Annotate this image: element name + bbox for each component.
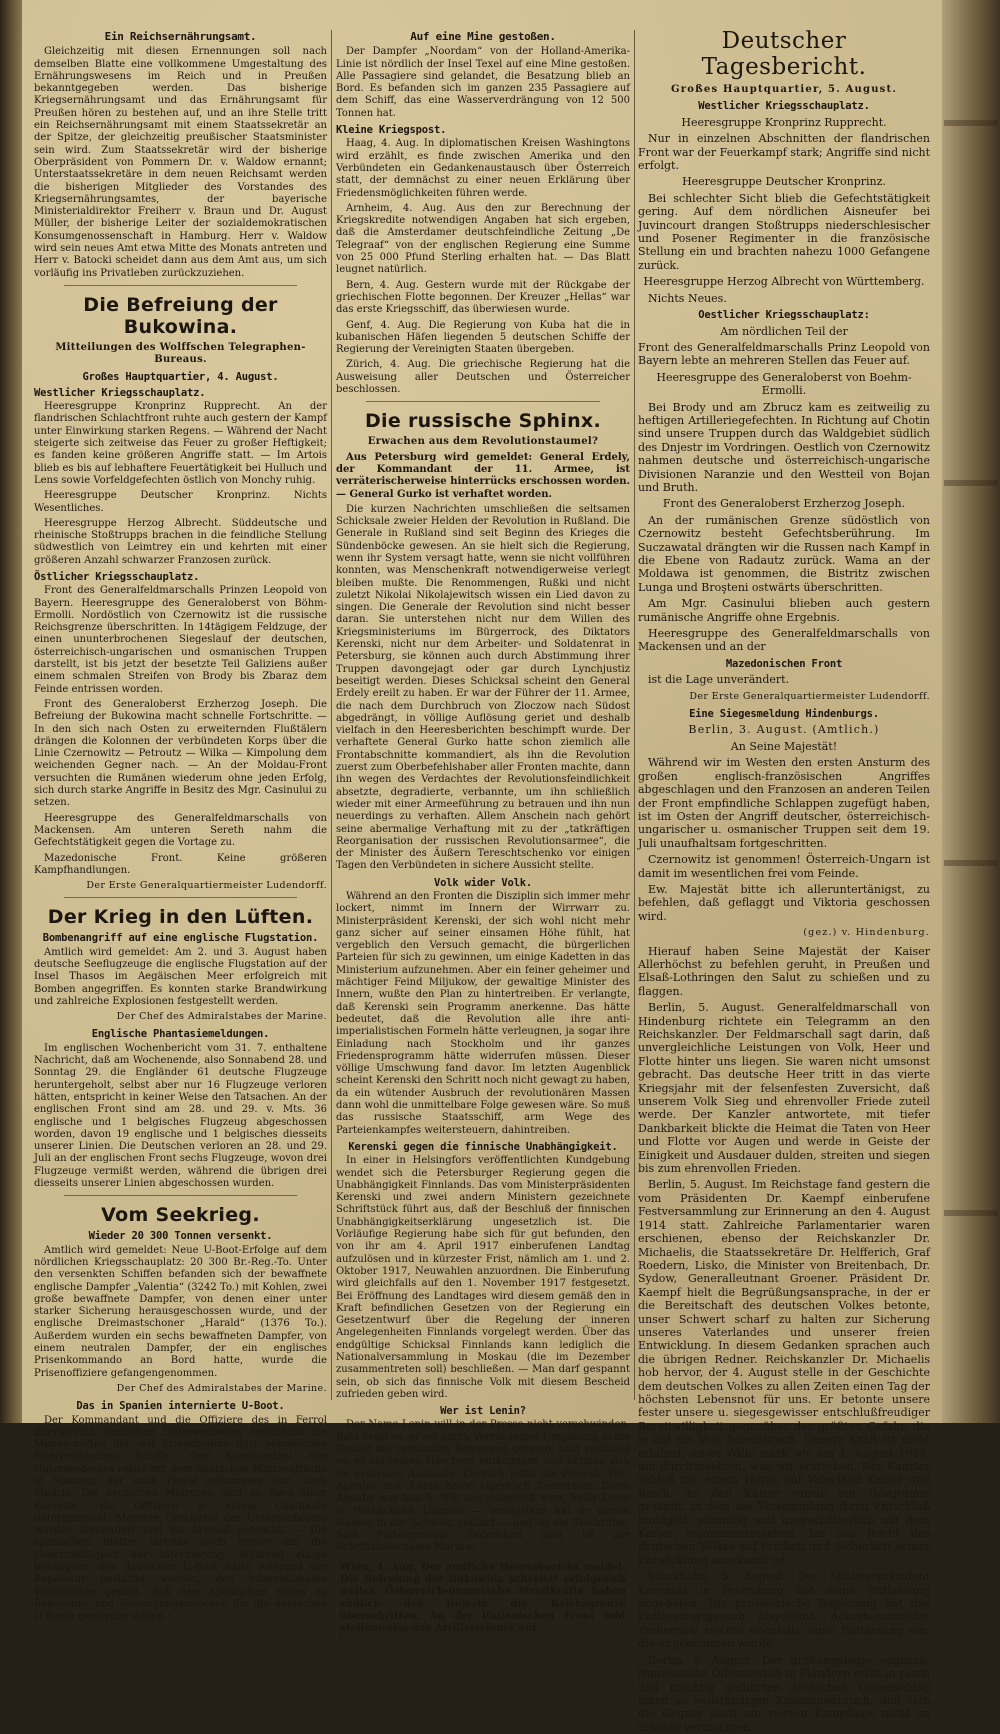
article-title-reichsernaehrungsamt: Ein Reichsernährungsamt. <box>104 30 257 43</box>
tb-mackensen: Heeresgruppe des Generalfeldmarschalls von Mackensen und an der <box>638 627 930 654</box>
kriegspost-genf: Genf, 4. Aug. Die Regierung von Kuba hat die in kubanischen Häfen liegenden 5 deutschen Schiffe der Regierung der Vereinigten Staaten übergeben. <box>336 319 630 356</box>
tb-albrecht-text: Nichts Neues. <box>648 291 727 305</box>
spain-heading: Das in Spanien internierte U-Boot. <box>76 1400 285 1413</box>
tb-boehm-text: Bei Brody und am Zbrucz kam es zeitweilig zu heftigen Artilleriegefechten. In Richtung auf Chotin sind unsere Truppen durch das Waldgebiet südlich des Dnjestr im Vordringen. Oestlich von Czernowitz nahmen deutsche und österreichisch-ungarische Divisionen Naranzie und den Westteil von Bojan und Bruth. <box>638 400 930 494</box>
siegesmeldung-heading: Eine Siegesmeldung Hindenburgs. <box>689 708 879 721</box>
east-heading: Östlicher Kriegsschauplatz. <box>34 570 200 583</box>
sphinx-subtitle: Erwachen aus dem Revolutionstaumel? <box>367 436 599 448</box>
divider <box>366 401 600 402</box>
bomb-text: Amtlich wird gemeldet: Am 2. und 3. August haben deutsche Seeflugzeuge die englische Flugstation auf der Insel Thasos im Aegäischen Meer erfolgreich mit Bomben angegriffen. Es konnten starke Brandwirkung und zahlreiche Explosionen festgestellt werden. <box>34 946 327 1007</box>
divider <box>64 285 297 286</box>
seekrieg-text: Amtlich wird gemeldet: Neue U-Boot-Erfolge auf dem nördlichen Kriegsschauplatz: 20 300 Br.-Reg.-To. Unter den versenkten Schiffen befanden sich der bewaffnete englische Dampfer „Valentia“ (3242 To.) mit Kohlen, zwei große bewaffnete Dampfer, von denen einer unter starker Sicherung herausgeschossen wurde, und der englische Dreimastschoner „Harald“ (1376 To.). Außerdem wurden ein sechs bewaffneten Dampfer, von einem neutralen Dampfer, der ein englisches Prisenkommando an Bord hatte, wurde die Prisenoffiziere gefangengenommen. <box>34 1244 327 1379</box>
signature-hindenburg: (gez.) v. Hindenburg. <box>803 927 930 939</box>
siegesmeldung-czernowitz: Czernowitz ist genommen! Österreich-Ungarn ist damit im wesentlichen frei vom Feinde. <box>638 853 930 880</box>
spain-text: Der Kommandant und die Offiziere des in Ferrol internierten deutschen Unterseebootes besuchten die Mannschaften der seit Kriegsbeginn dort befindlichen österreichischen Schiffe. Der Kommandant des Unterseebootes reiste mit dem deutschen Marineattaché in Spanien, der nach Ferrol gekommen war, nach Madrid. Die deutschen Matrosen sind an Bord einer Korvette, die Offiziere in einem Gasthaufe untergebracht. Mehrere Geschütze des Unterseebootes wurden abmontiert und ins Arsenal gebracht. — Die spanischen Blätter streiten noch immer um die Gesetzmäßigkeit der Internierung. Während einige behaupten, den deutschen U-Boot hätte während der Reparatur gestattet werden, den internationalen Vorschriften gemäß, daß dem spanischen Häfen zu Reparatur- und Versorgungszwecken für die deutschen U-Boote geworden wären. <box>34 1414 327 1623</box>
berlin-telegramm: Berlin, 5. August. Generalfeldmarschall von Hindenburg richtete ein Telegramm an den Reichskanzler. Der Feldmarschall sagt darin, daß unvergleichliche Leistungen von Volk, Heer und Flotte hinter uns liegen. Sie waren nicht umsonst gebracht. Das deutsche Heer tritt in das vierte Kriegsjahr mit der felsenfesten Zuversicht, daß unserem Volk Sieg und ehrenvoller Friede zuteil werde. Der Kanzler antwortete, mit tiefer Dankbarkeit blickte die Heimat die Taten von Heer und Flotte vor Augen und werde in Geiste der Einigkeit und Ausdauer dulden, streiten und siegen bis zum ehrenvollen Frieden. <box>638 1001 930 1176</box>
volk-heading: Volk wider Volk. <box>434 876 532 889</box>
tb-kronprinz: Heeresgruppe Deutscher Kronprinz. <box>682 175 886 189</box>
siegesmeldung-text: Während wir im Westen den ersten Ansturm des großen englisch-französischen Angriffes abgeschlagen und den Franzosen an anderen Teilen der Front empfindliche Schlappen zugefügt haben, ist im Osten der Angriff deutscher, österreichisch-ungarischer u. osmanischer Truppen seit dem 19. Juli unaufhaltsam fortgeschritten. <box>638 756 930 850</box>
finnland-text: In einer in Helsingfors veröffentlichten Kundgebung wendet sich die Petersburger Regierung gegen die Unabhängigkeit Finnlands. Das vom Ministerpräsidenten Kerenski und zwei andern Ministern gezeichnete Schriftstück führt aus, daß der Beschluß der finnischen Unabhängigkeitserklärung ungesetzlich ist. Die Vorläufige Regierung habe sich für gut befunden, den von ihr am 4. April 1917 einberufenen Landtag aufzulösen und in kürzester Frist, nämlich am 1. und 2. Oktober 1917, Neuwahlen anzuordnen. Die Einberufung wird gleichfalls auf den 1. November 1917 festgesetzt. Bei Eröffnung des Landtages wird diesem gemäß den in Kraft befindlichen Gesetzen von der Regierung ein Gesetzentwurf über die Regelung der inneren Angelegenheiten Finnlands vorgelegt werden. Über das endgültige Schicksal Finnlands kann lediglich die Nationalversammlung in Moskau (die im Dezember zusammentreten soll) beschließen. — Man darf gespannt sein, ob sich das finnische Volk mit diesem Bescheid zufrieden geben wird. <box>336 1155 630 1400</box>
column-left <box>34 28 327 1623</box>
kleine-kriegspost-heading: Kleine Kriegspost. <box>336 124 447 137</box>
wien-report: Wien, 4. Aug. Der amtliche Heeresbericht meldet: Die Befreiung der Bukowina schreitet erfolgreich weiter. Österreich-ungarische Streitkräfte haben südlich des Dnjestr die Reichsgrenze überschritten. An der italienischen Front lebt stellenweise das Artilleriefeuer auf. <box>340 1561 626 1635</box>
lenin-heading: Wer ist Lenin? <box>440 1405 526 1418</box>
seekrieg-heading: Wieder 20 300 Tonnen versenkt. <box>88 1230 273 1243</box>
sphinx-lead: Aus Petersburg wird gemeldet: General Erdely, der Kommandant der 11. Armee, ist verräterischerweise hinterrücks erschossen worden. — General Gurko ist verhaftet worden. <box>336 451 630 500</box>
bomb-heading: Bombenangriff auf eine englische Flugstation. <box>42 932 319 945</box>
article-text-reichsernaehrungsamt: Gleichzeitig mit diesen Ernennungen soll nach demselben Blatte eine vollkommene Umgestaltung des Ernährungswesens im Reich und in Preußen bekanntgegeben werden. Das bisherige Kriegsernährungsamt und das Ernährungsamt für Preußen hören zu bestehen auf, und an ihre Stelle tritt ein Reichsernährungsamt mit einem Staatssekretär an der Spitze, der gleichzeitig preußischer Staatsminister sein wird. Zum Staatssekretär wird der bisherige Oberpräsident von Pommern Dr. v. Waldow ernannt; Unterstaatssekretäre in dem neuen Reichsamt werden die bisherigen Mitglieder des Vorstandes des Kriegsernährungsamtes, der bayerische Ministerialdirektor Freiherr v. Braun und Dr. August Müller, der bisherige Leiter der sozialdemokratischen Konsumgenossenschaft in Hamburg. Herr v. Waldow wird sein neues Amt etwa Mitte des Monats antreten und Herr v. Batocki scheidet dann aus dem Amt aus, um sich vorläufig ins Privatleben zurückzuziehen. <box>34 46 327 279</box>
kaiser-salut: Hierauf haben Seine Majestät der Kaiser Allerhöchst zu befehlen geruht, in Preußen und Elsaß-Lothringen den Salut zu schießen und zu flaggen. <box>638 944 930 998</box>
hq-dateline: Großes Hauptquartier, 4. August. <box>82 370 279 383</box>
berlin-reichstag: Berlin, 5. August. Im Reichstage fand gestern die vom Präsidenten Dr. Kaempf einberufene Festversammlung zur Erinnerung an den 4. August 1914 statt. Zahlreiche Parlamentarier waren erschienen, ebenso der Reichskanzler Dr. Michaelis, die Staatssekretäre Dr. Helfferich, Graf Roedern, Lisko, die Minister von Breitenbach, Dr. Sydow, Generalleutnant Groener. Präsident Dr. Kaempf hielt die Begrüßungsansprache, in der er die Bereitschaft des deutschen Volkes betonte, unser Schwert scharf zu halten zur Sicherung unseres Vaterlandes und unserer freien Entwicklung. In diesem Gedanken sprachen auch die übrigen Redner. Reichskanzler Dr. Michaelis hob hervor, der 4. August stelle in der Geschichte dem deutschen Volkes zu allen Zeiten einen Tag der höchsten Lebensnot für uns. Er betonte unsere fester unsere u. siegesgewisser entschlußfreudiger Bereitwilligkeit gegenüber der größten Gefahr, die je auf ein Volk hereinbrach. Unsere Kraft ist nicht erlahmt, unser Wille stark wie am 4. August 1914, um durchzusetzen, was wir erstreben. Der Kanzler schloß mit einem Hurra auf Vaterland Kaiser und Reich. An den Kaiser wurde ein Telegramm gesandt, in dem die Versammlung ihren Entschluß kundgibt, einmütig und unerschütterlich mit dem Kaiser zusammenzustehen, bis das Recht des deutschen Volkes auf Freiheit und Sicherheit seiner Entwicklung anerkannt ist. <box>638 1178 930 1567</box>
article-title-sphinx: Die russische Sphinx. <box>364 410 602 433</box>
tb-west-heading: Westlicher Kriegsschauplatz. <box>698 100 870 113</box>
siegesmeldung-dateline: Berlin, 3. August. (Amtlich.) <box>688 723 880 737</box>
tb-albrecht: Heeresgruppe Herzog Albrecht von Württemberg. <box>643 275 925 289</box>
wtb-line: Mitteilungen des Wolffschen Telegraphen-Bureaus. <box>55 341 306 366</box>
tb-rupprecht-text: Nur in einzelnen Abschnitten der flandrischen Front war der Feuerkampf stark; Angriffe sind nicht erfolgt. <box>638 132 930 173</box>
edge-texture <box>944 860 998 866</box>
page-edge-shadow <box>942 0 1000 1423</box>
article-title-bukowina: Die Befreiung der Bukowina. <box>83 293 278 338</box>
siegesmeldung-flagge: Ew. Majestät bitte ich alleruntertänigst, zu befehlen, daß geflaggt und Viktoria geschossen wird. <box>638 882 930 923</box>
tb-kronprinz-text: Bei schlechter Sicht blieb die Gefechtstätigkeit gering. Auf dem nördlichen Aisneufer bei Juvincourt drangen Stoßtrupps niederschlesischer und Posener Regimenter in die französische Stellung ein und brachten nahezu 1000 Gefangene zurück. <box>638 191 930 272</box>
article-title-mine: Auf eine Mine gestoßen. <box>410 30 556 43</box>
phantasie-heading: Englische Phantasiemeldungen. <box>91 1028 270 1041</box>
tb-signature-ludendorff: Der Erste Generalquartiermeister Ludendorff. <box>689 690 930 702</box>
column-rule <box>331 30 332 1400</box>
column-middle <box>336 28 631 1635</box>
volk-text: Während an den Fronten die Disziplin sich immer mehr lockert, nimmt im Innern der Wirrwarr zu. Ministerpräsident Kerenski, der sich wohl nicht mehr ganz sicher auf seiner einsamen Höhe fühlt, hat vergeblich den Versuch gemacht, die bürgerlichen Parteien für sich zu gewinnen, um einige Kadetten in das Ministerium aufzunehmen. Aber ein feiner geheimer und mächtiger Feind Miljukow, der gewaltige Minister des Innern, wußte den Plan zu hintertreiben. Er verlangte, daß Kerenski sein Programm anerkenne. Das hätte bedeutet, daß die Revolution alle ihre anti-imperialistischen Formeln hätte verleugnen, ja sogar ihre Einladung nach Stockholm und ihr ganzes Friedensprogramm hätte widerrufen müssen. Dieser völlige Umschwung fand davor. Im letzten Augenblick scheint Kerenski den Schritt noch nicht gewagt zu haben, da ein wütender Ausbruch der revolutionären Massen dann wohl die unmittelbare Folge gewesen wäre. So muß das russische Staatsschiff, arm Wege des Parteienkampfes weitersteuern, dahintreiben. <box>336 891 631 1136</box>
tb-macedonia-heading: Mazedonischen Front <box>725 657 843 670</box>
tb-joseph-text: An der rumänischen Grenze südöstlich von Czernowitz besteht Gefechtsberührung. Im Suczawatal drängten wir die Russen nach Kampf in die Ebene von Radautz zurück. Wama an der Moldawa ist genommen, die Bistritz zwischen Lunga und Broşteni ostwärts überschritten. <box>638 513 930 594</box>
tb-east-intro: Am nördlichen Teil der <box>720 324 848 338</box>
signature-ludendorff: Der Erste Generalquartiermeister Ludendorff. <box>86 880 327 892</box>
berlin-flandern: Berlin, 5. August. Der großangelegte englisch-französische Offensivstoß in Flandern erlitt in rasch und mächtig geführten deutschen Gegenschlag einen so vollständigen Zusammenbruch, daß sich die Gegner auch am vierten Kampftage nicht zu erholen vermochten. <box>638 1653 930 1734</box>
edge-texture <box>944 1210 998 1216</box>
tagesbericht-dateline: Großes Hauptquartier, 5. August. <box>671 84 897 95</box>
siegesmeldung-salutation: An Seine Majestät! <box>730 739 838 753</box>
sphinx-text: Die kurzen Nachrichten umschließen die seltsamen Schicksale zweier Helden der Revolution in Rußland. Die Generale in Rußland sind seit Beginn des Krieges die Sündenböcke gewesen. An sie hielt sich die Regierung, wenn ihr System versagt hatte, wenn sie nicht vollführen konnten, was Menschenkraft notwendigerweise verlegt bleiben mußte. Die Renommengen, Rußki und nicht zuletzt Nikolai Nikolajewitsch wissen ein Lied davon zu singen. Die Generale der Revolution sind nicht besser daran. Sie unterstehen nicht nur dem Willen des Kriegsministeriums im Bürgerrock, des Diktators Kerenski, nicht nur dem Arbeiter- und Soldatenrat in Petersburg, sie können auch durch Abstimmung ihrer Truppen davongejagt oder gar durch Lynchjustiz beseitigt werden. Dieses Schicksal scheint den General Erdely ereilt zu haben. Er war der Führer der 11. Armee, die nach dem Durchbruch von Zloczow nach Südost abgedrängt, in völlige Auflösung geriet und deshalb vielfach in den Heeresberichten beschimpft wurde. Der verhaftete General Gurko hatte schon ziemlich alle Frontabschnitte kommandiert, als ihn die Revolution zuerst zum Oberbefehlshaber aller Fronten machte, dann ihn wegen des Verdachtes der Revolutionsfeindlichkeit absetzte, degradierte, verbannte, um ihn schließlich wieder mit einer Armeeführung zu betrauen und ihn nun neuerdings zu verhaften. Allem Anschein nach gehört seine abermalige Verhaftung mit zu der „tatkräftigen Reorganisation der russischen Revolutionsarmee“, die der Minister des Äußern Tereschtschenko vor einigen Tagen den Verbündeten in sichere Aussicht stellte. <box>336 503 630 872</box>
west-report-kronprinz: Heeresgruppe Deutscher Kronprinz. Nichts Wesentliches. <box>34 490 327 514</box>
lenin-text: Der Name Lenin will in der Presse nicht verschwinden. Bald heißt es, er sei durch Verrat seiner Umgebung in die Gewalt der russischen Regierung geraten, bald verlautet es, er sei seinen Häschern entkommen und befinde sich im neutralen Auslande. Kürzlich teilte die Petersb. Tel.-Agentur mit: Lenin heiße eigentlich Zederblum. Diese Angabe war falsch. Wie uns mitgeteilt wird, heißt Lenin in Wirklichkeit Ulianow — wenigstens hat er diesen Namen in der Schweiz geführt — und ist ein Stockrufse. Sein Parteigenosse Zederblum aber ist der Schriftstellername Martow. <box>336 1419 631 1554</box>
west-heading: Westlicher Kriegsschauplatz. <box>34 386 206 399</box>
west-report: Heeresgruppe Kronprinz Rupprecht. An der flandrischen Schlachtfront ruhte auch gestern der Kampf unter Einwirkung starken Regens. — Während der Nacht steigerte sich zeitweise das Feuer zu großer Heftigkeit; es fanden keine größeren Angriffe statt. — Im Artois blieb es bis auf lebhaftere Feuertätigkeit bei Hulluch und Lens sowie Vorfeldgefechten östlich von Monchy ruhig. <box>34 401 327 486</box>
tb-joseph: Front des Generaloberst Erzherzog Joseph. <box>662 497 906 511</box>
binding-gutter <box>0 0 22 1423</box>
kriegspost-haag: Haag, 4. Aug. In diplomatischen Kreisen Washingtons wird erzählt, es finde zwischen Amerika und den Verbündeten ein Gedankenaustausch über Österreich statt, der demnächst zu einer neuen Erklärung über Friedensmöglichkeiten führen werde. <box>336 138 630 199</box>
west-report-albrecht: Heeresgruppe Herzog Albrecht. Süddeutsche und rheinische Stoßtrupps brachen in die feindliche Stellung südwestlich von Leimtrey ein und kehrten mit einer größeren Anzahl schwarzer Franzosen zurück. <box>34 517 327 566</box>
signature-admiralstab-2: Der Chef des Admiralstabes der Marine. <box>116 1382 327 1394</box>
east-report-mackensen: Heeresgruppe des Generalfeldmarschalls von Mackensen. Am unteren Sereth nahm die Gefechtstätigkeit gegen die Vortage zu. <box>34 812 327 849</box>
stockholm-kerenski: Stockholm, 5. August. Der Ministerpräsident Kerenski in Petersburg hat seine Entlassung angeboten. Die provisorische Regierung hat das Entlassungsgesuch abgelehnt. Ackerbauminister Tschernow reichte ebenfalls seine Entlassung ein, die angenommen wurde. <box>638 1570 930 1651</box>
column-rule <box>634 30 635 1400</box>
finnland-heading: Kerenski gegen die finnische Unabhängigkeit. <box>348 1140 618 1153</box>
divider <box>64 1195 297 1196</box>
divider <box>64 897 297 898</box>
tb-east-heading: Oestlicher Kriegsschauplatz: <box>698 309 870 322</box>
edge-texture <box>944 120 998 126</box>
tb-boehm: Heeresgruppe des Generaloberst von Boehm-Ermolli. <box>656 370 912 398</box>
phantasie-text: Im englischen Wochenbericht vom 31. 7. enthaltene Nachricht, daß am Wochenende, also Sonnabend 28. und Sonntag 29. die Engländer 61 deutsche Flugzeuge heruntergeholt, selbst aber nur 16 Flugzeuge verloren hätten, entspricht in keiner Weise den Tatsachen. An der englischen Front sind am 28. und 29. v. Mts. 36 englische und 1 belgisches Flugzeug abgeschossen worden, davon 19 englische und 1 belgisches diesseits unserer Linien. Die Deutschen verloren an 28. und 29. Juli an der englischen Front sechs Flugzeuge, wovon drei Flugzeuge vermißt werden, während die übrigen drei diesseits unserer Linien abgeschossen wurden. <box>34 1042 327 1190</box>
tb-east-text: Front des Generalfeldmarschalls Prinz Leopold von Bayern lebte an mehreren Stellen das Feuer auf. <box>638 340 930 368</box>
column-right <box>638 28 930 1734</box>
signature-admiralstab: Der Chef des Admiralstabes der Marine. <box>116 1011 327 1023</box>
article-title-luftkrieg: Der Krieg in den Lüften. <box>47 906 314 929</box>
wien-report-box <box>336 1559 630 1642</box>
kriegspost-zuerich: Zürich, 4. Aug. Die griechische Regierung hat die Ausweisung aller Deutschen und Österreicher beschlossen. <box>336 359 630 396</box>
article-title-tagesbericht: Deutscher Tagesbericht. <box>701 28 867 80</box>
mine-text: Der Dampfer „Noordam“ von der Holland-Amerika-Linie ist nördlich der Insel Texel auf eine Mine gestoßen. Alle Passagiere sind gelandet, die Besatzung blieb an Bord. Es befanden sich im ganzen 235 Passagiere auf dem Schiff, das eine Wasserverdrängung von 12 500 Tonnen hat. <box>336 46 630 119</box>
tb-macedonia-text: ist die Lage unverändert. <box>648 673 790 687</box>
kriegspost-bern: Bern, 4. Aug. Gestern wurde mit der Rückgabe der griechischen Flotte begonnen. Der Kreuzer „Hellas“ war das erste Kriegsschiff, das überwiesen wurde. <box>336 279 630 316</box>
east-report-macedonia: Mazedonische Front. Keine größeren Kampfhandlungen. <box>34 852 327 876</box>
east-report: Front des Generalfeldmarschalls Prinzen Leopold von Bayern. Heeresgruppe des Generaloberst von Böhm-Ermolli. Nordöstlich von Czernowitz ist die russische Reichsgrenze überschritten. In 14tägigem Feldzuge, der einen ununterbrochenen Siegeslauf der deutschen, österreichisch-ungarischen und osmanischen Truppen darstellt, ist bis jetzt der besetzte Teil Galiziens außer einem schmalen Streifen von Brody bis Zbaraz dem Feinde entrissen worden. <box>34 585 327 695</box>
tb-rupprecht: Heeresgruppe Kronprinz Rupprecht. <box>681 115 887 129</box>
edge-texture <box>944 480 998 486</box>
east-report-joseph: Front des Generaloberst Erzherzog Joseph. Die Befreiung der Bukowina macht schnelle Fortschritte. — In den sich nach Osten zu erweiternden Flußtälern drängen die Kolonnen der verbündeten Korps über die Linie Czernowitz — Petroutz — Wilka — Kimpolung dem weichenden Gegner nach. — An der Moldau-Front versuchten die Rumänen wiederum ohne jeden Erfolg, sich durch starke Angriffe in Besitz des Mgr. Casinului zu setzen. <box>34 698 327 809</box>
tb-casinul: Am Mgr. Casinului blieben auch gestern rumänische Angriffe ohne Ergebnis. <box>638 597 930 624</box>
article-title-seekrieg: Vom Seekrieg. <box>101 1204 260 1227</box>
kriegspost-arnheim: Arnheim, 4. Aug. Aus den zur Berechnung der Kriegskredite notwendigen Angaben hat sich ergeben, daß die Amsterdamer deutschfeindliche Zeitung „De Telegraaf“ von der englischen Regierung eine Summe von 25 000 Pfund Sterling erhalten hat. — Das Blatt leugnet natürlich. <box>336 202 630 276</box>
